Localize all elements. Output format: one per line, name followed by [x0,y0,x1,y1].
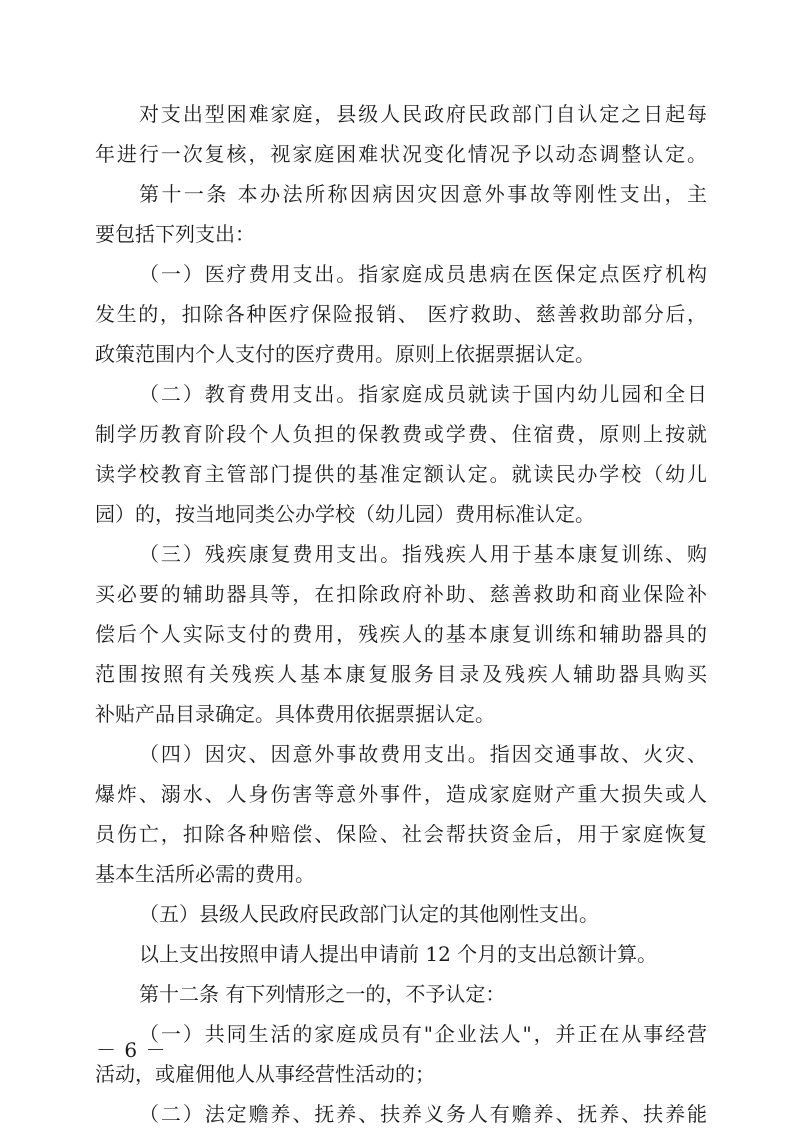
text-line: 发生的，扣除各种医疗保险报销、 医疗救助、慈善救助部分后， [95,302,707,326]
article-11-heading: 第十一条 本办法所称因病因灾因意外事故等刚性支出，主 [139,182,707,206]
text-line: 制学历教育阶段个人负担的保教费或学费、住宿费，原则上按就 [95,422,707,446]
text-line: 政策范围内个人支付的医疗费用。原则上依据票据认定。 [95,342,595,366]
text-line: 对支出型困难家庭，县级人民政府民政部门自认定之日起每 [139,102,707,126]
page-number: － 6 － [96,1038,167,1062]
text-line: 爆炸、溺水、人身伤害等意外事件，造成家庭财产重大损失或人 [95,782,707,806]
list-item-other: （五）县级人民政府民政部门认定的其他刚性支出。 [139,902,599,926]
text-line: 园）的，按当地同类公办学校（幼儿园）费用标准认定。 [95,502,595,526]
document-body [95,94,707,1134]
list-item-support-obligation: （二）法定赡养、抚养、扶养义务人有赡养、抚养、扶养能 [139,1102,707,1126]
text-line: 读学校教育主管部门提供的基准定额认定。就读民办学校（幼儿 [95,462,707,486]
text-line: 年进行一次复核，视家庭困难状况变化情况予以动态调整认定。 [95,142,707,166]
text-line: 员伤亡，扣除各种赔偿、保险、社会帮扶资金后，用于家庭恢复 [95,822,707,846]
list-item-enterprise: （一）共同生活的家庭成员有"企业法人"，并正在从事经营 [139,1022,707,1046]
text-line: 范围按照有关残疾人基本康复服务目录及残疾人辅助器具购买 [95,662,707,686]
text-line: 补贴产品目录确定。具体费用依据票据认定。 [95,702,495,726]
article-12-heading: 第十二条 有下列情形之一的，不予认定： [139,982,506,1006]
text-line: 买必要的辅助器具等，在扣除政府补助、慈善救助和商业保险补 [95,582,707,606]
text-line: 活动，或雇佣他人从事经营性活动的； [95,1062,435,1086]
list-item-disability: （三）残疾康复费用支出。指残疾人用于基本康复训练、购 [139,542,707,566]
list-item-education: （二）教育费用支出。指家庭成员就读于国内幼儿园和全日 [139,382,707,406]
text-line: 偿后个人实际支付的费用，残疾人的基本康复训练和辅助器具的 [95,622,707,646]
list-item-accident: （四）因灾、因意外事故费用支出。指因交通事故、火灾、 [139,742,707,766]
list-item-medical: （一）医疗费用支出。指家庭成员患病在医保定点医疗机构 [139,262,707,286]
text-line: 以上支出按照申请人提出申请前 12 个月的支出总额计算。 [139,942,658,966]
text-line: 要包括下列支出： [95,222,255,246]
text-line: 基本生活所必需的费用。 [95,862,315,886]
